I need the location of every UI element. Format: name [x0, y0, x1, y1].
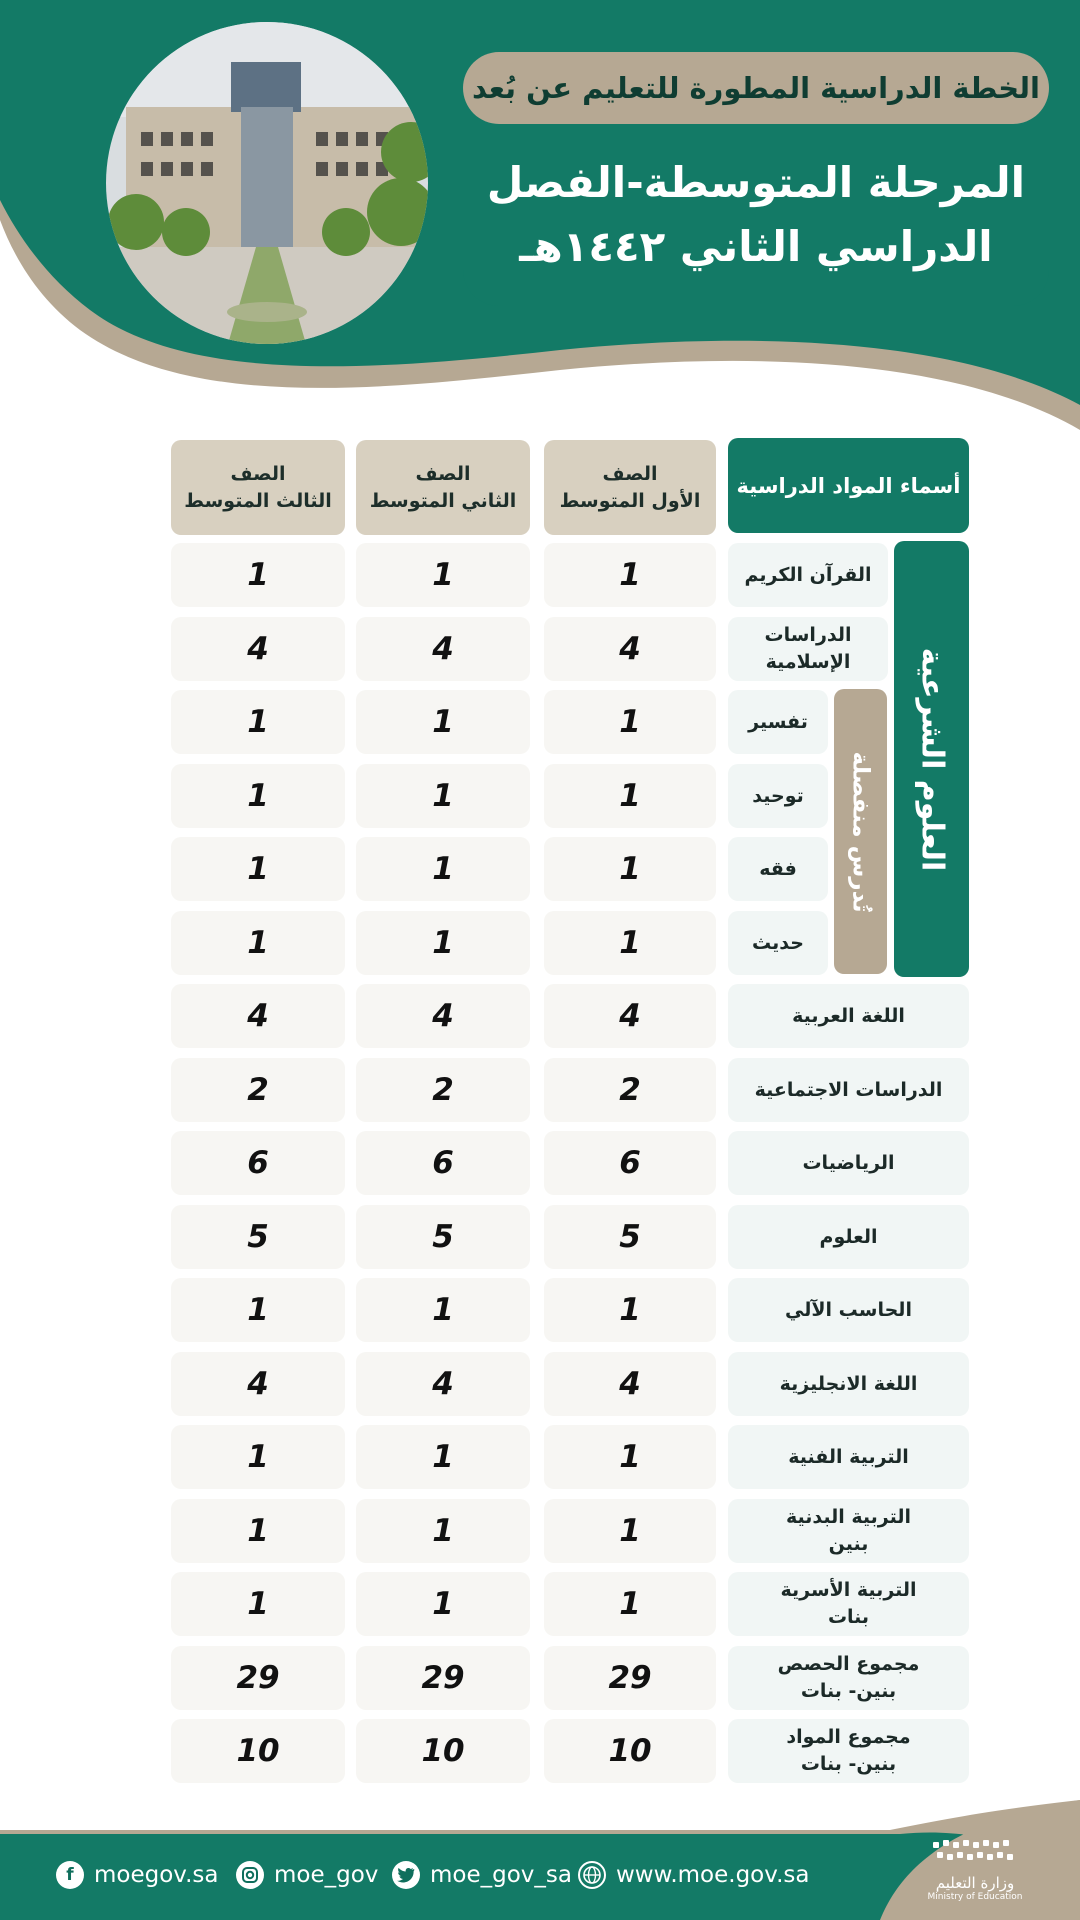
shariah-group-label — [894, 541, 969, 977]
page-title — [486, 151, 1026, 279]
grade-3-value: 1 — [171, 690, 345, 754]
ministry-logo — [920, 1836, 1030, 1912]
subject-cell — [728, 911, 828, 975]
grade-header-3-line2: الثالث المتوسط — [184, 489, 332, 512]
ministry-name-arabic: وزارة التعليم — [935, 1874, 1015, 1892]
grade-2-value: 10 — [356, 1719, 530, 1783]
grade-3-value: 4 — [171, 984, 345, 1048]
grade-2-value: 4 — [356, 984, 530, 1048]
subject-name: القرآن الكريم — [744, 563, 872, 586]
grade-3-value: 6 — [171, 1131, 345, 1195]
grade-3-value: 10 — [171, 1719, 345, 1783]
subject-cell — [728, 1205, 969, 1269]
subject-note: بنين — [828, 1533, 869, 1555]
grade-3-value: 4 — [171, 1352, 345, 1416]
subject-name: العلوم — [819, 1225, 878, 1248]
grade-1-value: 1 — [544, 1499, 716, 1563]
grade-header-1 — [544, 440, 716, 535]
grade-2-value: 1 — [356, 764, 530, 828]
grade-1-value: 1 — [544, 1425, 716, 1489]
subject-name: اللغة العربية — [792, 1004, 905, 1027]
subject-cell — [728, 1058, 969, 1122]
subject-name: التربية الأسرية — [780, 1579, 917, 1601]
title-line-2: الدراسي الثاني ١٤٤٢هـ — [519, 222, 993, 271]
subject-cell — [728, 1499, 969, 1563]
subject-name: التربية البدنية — [785, 1506, 912, 1528]
grade-1-value: 5 — [544, 1205, 716, 1269]
grade-header-2 — [356, 440, 530, 535]
subject-name: الحاسب الآلي — [785, 1298, 912, 1321]
grade-header-1-line2: الأول المتوسط — [559, 489, 701, 512]
ministry-logo-mark — [927, 1836, 1023, 1868]
subjects-header: أسماء المواد الدراسية — [728, 438, 969, 533]
subject-cell — [728, 543, 888, 607]
grade-1-value: 4 — [544, 617, 716, 681]
ministry-name-english: Ministry of Education — [927, 1892, 1023, 1902]
subject-name: فقه — [759, 857, 797, 880]
grade-2-value: 1 — [356, 690, 530, 754]
grade-3-value: 1 — [171, 1278, 345, 1342]
subject-name: التربية الفنية — [788, 1445, 909, 1468]
facebook-icon: f — [56, 1861, 84, 1889]
grade-1-value: 10 — [544, 1719, 716, 1783]
grade-1-value: 6 — [544, 1131, 716, 1195]
subject-name: حديث — [752, 931, 804, 954]
subject-cell — [728, 690, 828, 754]
grade-1-value: 1 — [544, 543, 716, 607]
grade-3-value: 1 — [171, 1499, 345, 1563]
grade-header-2-line1: الصف — [415, 462, 471, 485]
subject-note: الإسلامية — [765, 651, 851, 673]
grade-2-value: 1 — [356, 1499, 530, 1563]
website-url: www.moe.gov.sa — [616, 1862, 810, 1888]
grade-header-3-line1: الصف — [230, 462, 286, 485]
grade-2-value: 4 — [356, 617, 530, 681]
grade-1-value: 1 — [544, 911, 716, 975]
separate-subjects-label — [834, 689, 887, 974]
grade-header-1-line1: الصف — [602, 462, 658, 485]
grade-1-value: 2 — [544, 1058, 716, 1122]
grade-1-value: 1 — [544, 690, 716, 754]
subject-name: الدراسات — [764, 624, 852, 646]
grade-1-value: 29 — [544, 1646, 716, 1710]
grade-header-2-line2: الثاني المتوسط — [369, 489, 517, 512]
grade-1-value: 1 — [544, 1572, 716, 1636]
twitter-link[interactable] — [392, 1858, 572, 1892]
school-building-photo — [106, 22, 428, 344]
subject-note: بنين- بنات — [800, 1753, 897, 1775]
grade-2-value: 1 — [356, 1425, 530, 1489]
twitter-icon — [392, 1861, 420, 1889]
separate-subjects-text: تُدرس منفصلة — [847, 750, 874, 913]
subject-name: الرياضيات — [802, 1151, 895, 1174]
title-box — [463, 124, 1049, 306]
subject-cell — [728, 1425, 969, 1489]
grade-2-value: 6 — [356, 1131, 530, 1195]
subject-cell — [728, 837, 828, 901]
instagram-icon — [236, 1861, 264, 1889]
grade-1-value: 1 — [544, 764, 716, 828]
subject-cell — [728, 1131, 969, 1195]
grade-2-value: 5 — [356, 1205, 530, 1269]
grade-header-3 — [171, 440, 345, 535]
grade-3-value: 1 — [171, 1425, 345, 1489]
instagram-link[interactable] — [236, 1858, 378, 1892]
grade-3-value: 2 — [171, 1058, 345, 1122]
subject-cell — [728, 1278, 969, 1342]
grade-2-value: 29 — [356, 1646, 530, 1710]
subject-cell — [728, 1352, 969, 1416]
subject-name: توحيد — [752, 784, 804, 807]
grade-1-value: 1 — [544, 837, 716, 901]
website-link[interactable] — [578, 1858, 809, 1892]
grade-3-value: 5 — [171, 1205, 345, 1269]
grade-3-value: 1 — [171, 764, 345, 828]
grade-3-value: 4 — [171, 617, 345, 681]
shariah-group-text: العلوم الشرعية — [913, 647, 949, 871]
subject-note: بنات — [827, 1606, 870, 1628]
grade-3-value: 1 — [171, 911, 345, 975]
subject-cell — [728, 984, 969, 1048]
twitter-handle: moe_gov_sa — [430, 1862, 572, 1888]
subject-cell — [728, 617, 888, 681]
subject-cell — [728, 1572, 969, 1636]
grade-2-value: 1 — [356, 837, 530, 901]
facebook-handle: moegov.sa — [94, 1862, 219, 1888]
grade-2-value: 1 — [356, 1278, 530, 1342]
grade-1-value: 4 — [544, 1352, 716, 1416]
instagram-handle: moe_gov — [274, 1862, 379, 1888]
grade-2-value: 1 — [356, 911, 530, 975]
facebook-link[interactable] — [56, 1858, 219, 1892]
subject-name: مجموع الحصص — [777, 1653, 920, 1675]
subject-name: الدراسات الاجتماعية — [754, 1078, 943, 1101]
grade-3-value: 1 — [171, 837, 345, 901]
grade-2-value: 1 — [356, 543, 530, 607]
grade-1-value: 4 — [544, 984, 716, 1048]
grade-2-value: 4 — [356, 1352, 530, 1416]
subject-note: بنين- بنات — [800, 1680, 897, 1702]
grade-2-value: 1 — [356, 1572, 530, 1636]
subject-cell — [728, 1646, 969, 1710]
title-line-1: المرحلة المتوسطة-الفصل — [486, 158, 1026, 207]
subject-name: اللغة الانجليزية — [779, 1372, 918, 1395]
grade-3-value: 1 — [171, 543, 345, 607]
subject-cell — [728, 764, 828, 828]
grade-2-value: 2 — [356, 1058, 530, 1122]
grade-3-value: 29 — [171, 1646, 345, 1710]
subject-name: تفسير — [748, 710, 808, 733]
subject-cell — [728, 1719, 969, 1783]
plan-subtitle: الخطة الدراسية المطورة للتعليم عن بُعد — [463, 52, 1049, 124]
grade-1-value: 1 — [544, 1278, 716, 1342]
globe-icon — [578, 1861, 606, 1889]
subject-name: مجموع المواد — [786, 1726, 911, 1748]
grade-3-value: 1 — [171, 1572, 345, 1636]
